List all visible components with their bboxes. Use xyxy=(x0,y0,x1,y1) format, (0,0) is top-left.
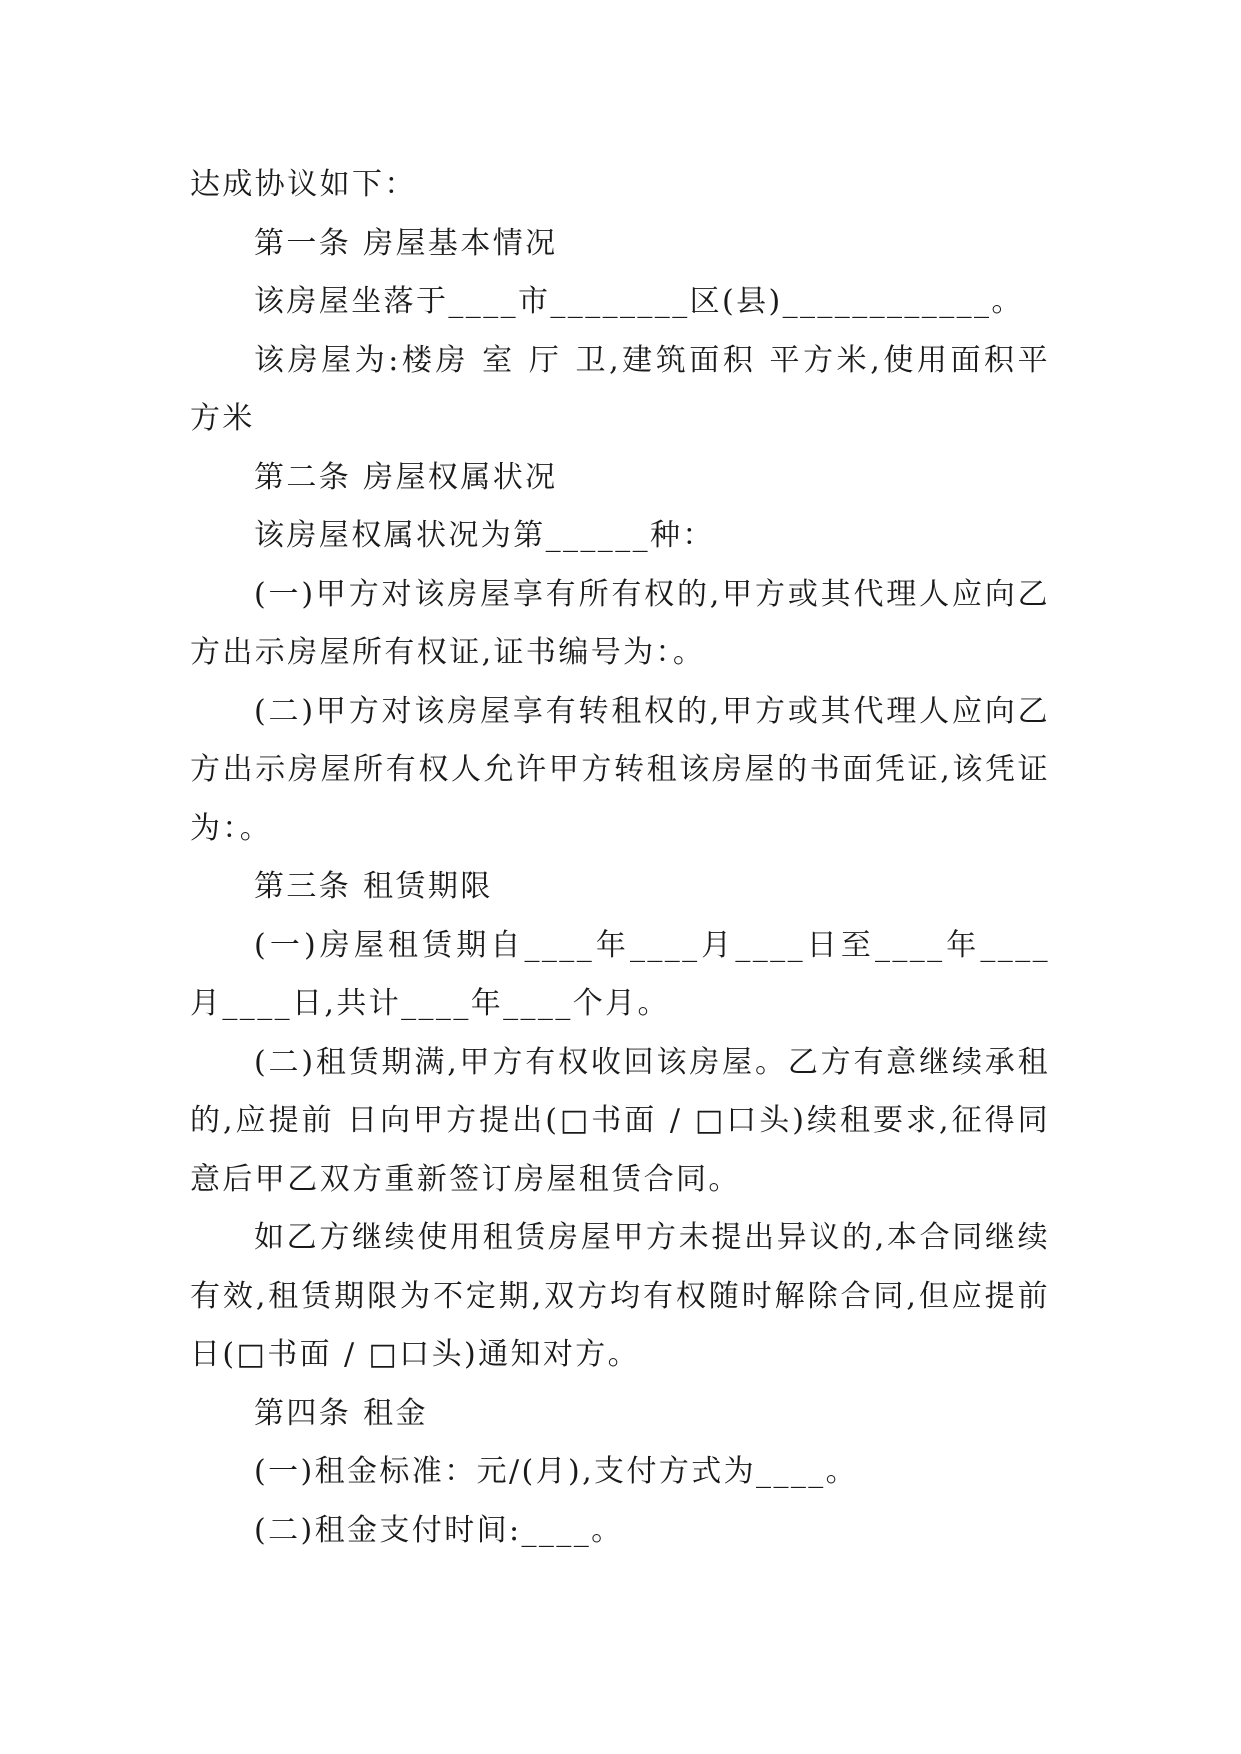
paragraph-ownership-2: (二)甲方对该房屋享有转租权的,甲方或其代理人应向乙方出示房屋所有权人允许甲方转租该房屋的书面凭证,该凭证为：。 xyxy=(190,693,1050,846)
heading-article-3: 第三条 租赁期限 xyxy=(254,869,493,904)
paragraph-house-type: 该房屋为:楼房 室 厅 卫,建筑面积 平方米,使用面积平方米 xyxy=(190,342,1050,436)
paragraph-ownership-1: (一)甲方对该房屋享有所有权的,甲方或其代理人应向乙方出示房屋所有权证,证书编号为：。 xyxy=(190,576,1050,670)
paragraph-agreement-intro: 达成协议如下： xyxy=(190,167,417,202)
paragraph-rent-standard: (一)租金标准：元/(月),支付方式为____。 xyxy=(254,1454,859,1489)
document-body xyxy=(190,156,1050,1560)
heading-article-1: 第一条 房屋基本情况 xyxy=(254,225,558,261)
heading-article-4: 第四条 租金 xyxy=(254,1395,428,1431)
heading-article-2: 第二条 房屋权属状况 xyxy=(254,459,558,495)
paragraph-house-location: 该房屋坐落于____市________区(县)____________。 xyxy=(254,284,1024,319)
paragraph-lease-term-1: (一)房屋租赁期自____年____月____日至____年____月____日,共计____年____个月。 xyxy=(190,927,1050,1021)
paragraph-lease-term-2: (二)租赁期满,甲方有权收回该房屋。乙方有意继续承租的,应提前 日向甲方提出(□书面 / □口头)续租要求,征得同意后甲乙双方重新签订房屋租赁合同。 xyxy=(190,1044,1050,1197)
paragraph-rent-payment-time: (二)租金支付时间:____。 xyxy=(254,1512,624,1548)
paragraph-lease-term-3: 如乙方继续使用租赁房屋甲方未提出异议的,本合同继续有效,租赁期限为不定期,双方均有权随时解除合同,但应提前 日(□书面 / □口头)通知对方。 xyxy=(190,1220,1050,1372)
paragraph-ownership-type: 该房屋权属状况为第______种： xyxy=(254,518,715,553)
